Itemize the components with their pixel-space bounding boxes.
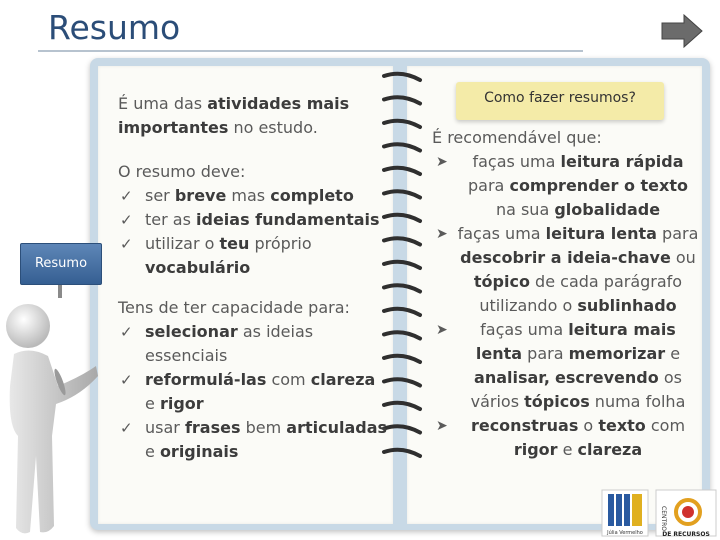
list-item: ✓ usar frases bem articuladas e originais — [118, 416, 388, 464]
spiral-ring — [384, 450, 420, 456]
list-item: ✓ ter as ideias fundamentais — [118, 208, 383, 232]
spiral-ring — [384, 168, 420, 174]
spiral-ring — [384, 144, 420, 150]
spiral-ring — [384, 403, 420, 409]
spiral-ring — [384, 309, 420, 315]
spiral-ring — [384, 285, 420, 291]
spiral-ring — [384, 97, 420, 103]
recommendations-intro: É recomendável que: — [432, 128, 602, 147]
resumo-sign — [20, 243, 102, 285]
spiral-ring — [384, 121, 420, 127]
sticky-note-tag — [456, 82, 664, 120]
list-item: ✓ selecionar as ideias essenciais — [118, 320, 388, 368]
must-heading: O resumo deve: — [118, 162, 246, 181]
ability-section — [118, 296, 388, 464]
intro-paragraph: É uma das atividades mais importantes no estudo. — [118, 94, 350, 137]
spiral-ring — [384, 379, 420, 385]
list-item: ➤ faças uma leitura mais lenta para memorizar e analisar, escrevendo os vários tópicos numa folha — [432, 318, 700, 414]
spiral-ring — [384, 238, 420, 244]
list-item: ➤ reconstruas o texto com rigor e clareza — [432, 414, 700, 462]
list-item: ✓ reformulá-las com clareza e rigor — [118, 368, 388, 416]
recommendations-section — [432, 126, 700, 462]
spiral-ring — [384, 356, 420, 362]
spiral-ring — [384, 191, 420, 197]
tag-label: Como fazer resumos? — [484, 90, 636, 106]
page-title: Resumo — [48, 8, 181, 47]
ability-heading: Tens de ter capacidade para: — [118, 298, 350, 317]
spiral-ring — [384, 215, 420, 221]
next-arrow-icon[interactable] — [660, 14, 704, 48]
spiral-ring — [384, 426, 420, 432]
logo-left-caption: Júlia Vermelho — [607, 530, 643, 536]
spiral-ring — [384, 332, 420, 338]
list-item: ➤ faças uma leitura rápida para comprender o texto na sua globalidade — [432, 150, 700, 222]
spiral-ring — [384, 74, 420, 80]
logo-right-top: CENTRO — [660, 506, 667, 532]
list-item: ✓ utilizar o teu próprio vocabulário — [118, 232, 383, 280]
institution-logos — [598, 486, 720, 540]
logo-right-bottom: DE RECURSOS — [662, 531, 710, 538]
list-item: ✓ ser breve mas completo — [118, 184, 383, 208]
spiral-ring — [384, 262, 420, 268]
must-section — [118, 160, 383, 280]
sign-label: Resumo — [34, 256, 88, 271]
list-item: ➤ faças uma leitura lenta para descobrir a ideia-chave ou tópico de cada parágrafo utilizando o sublinhado — [432, 222, 700, 318]
title-underline — [38, 50, 583, 52]
